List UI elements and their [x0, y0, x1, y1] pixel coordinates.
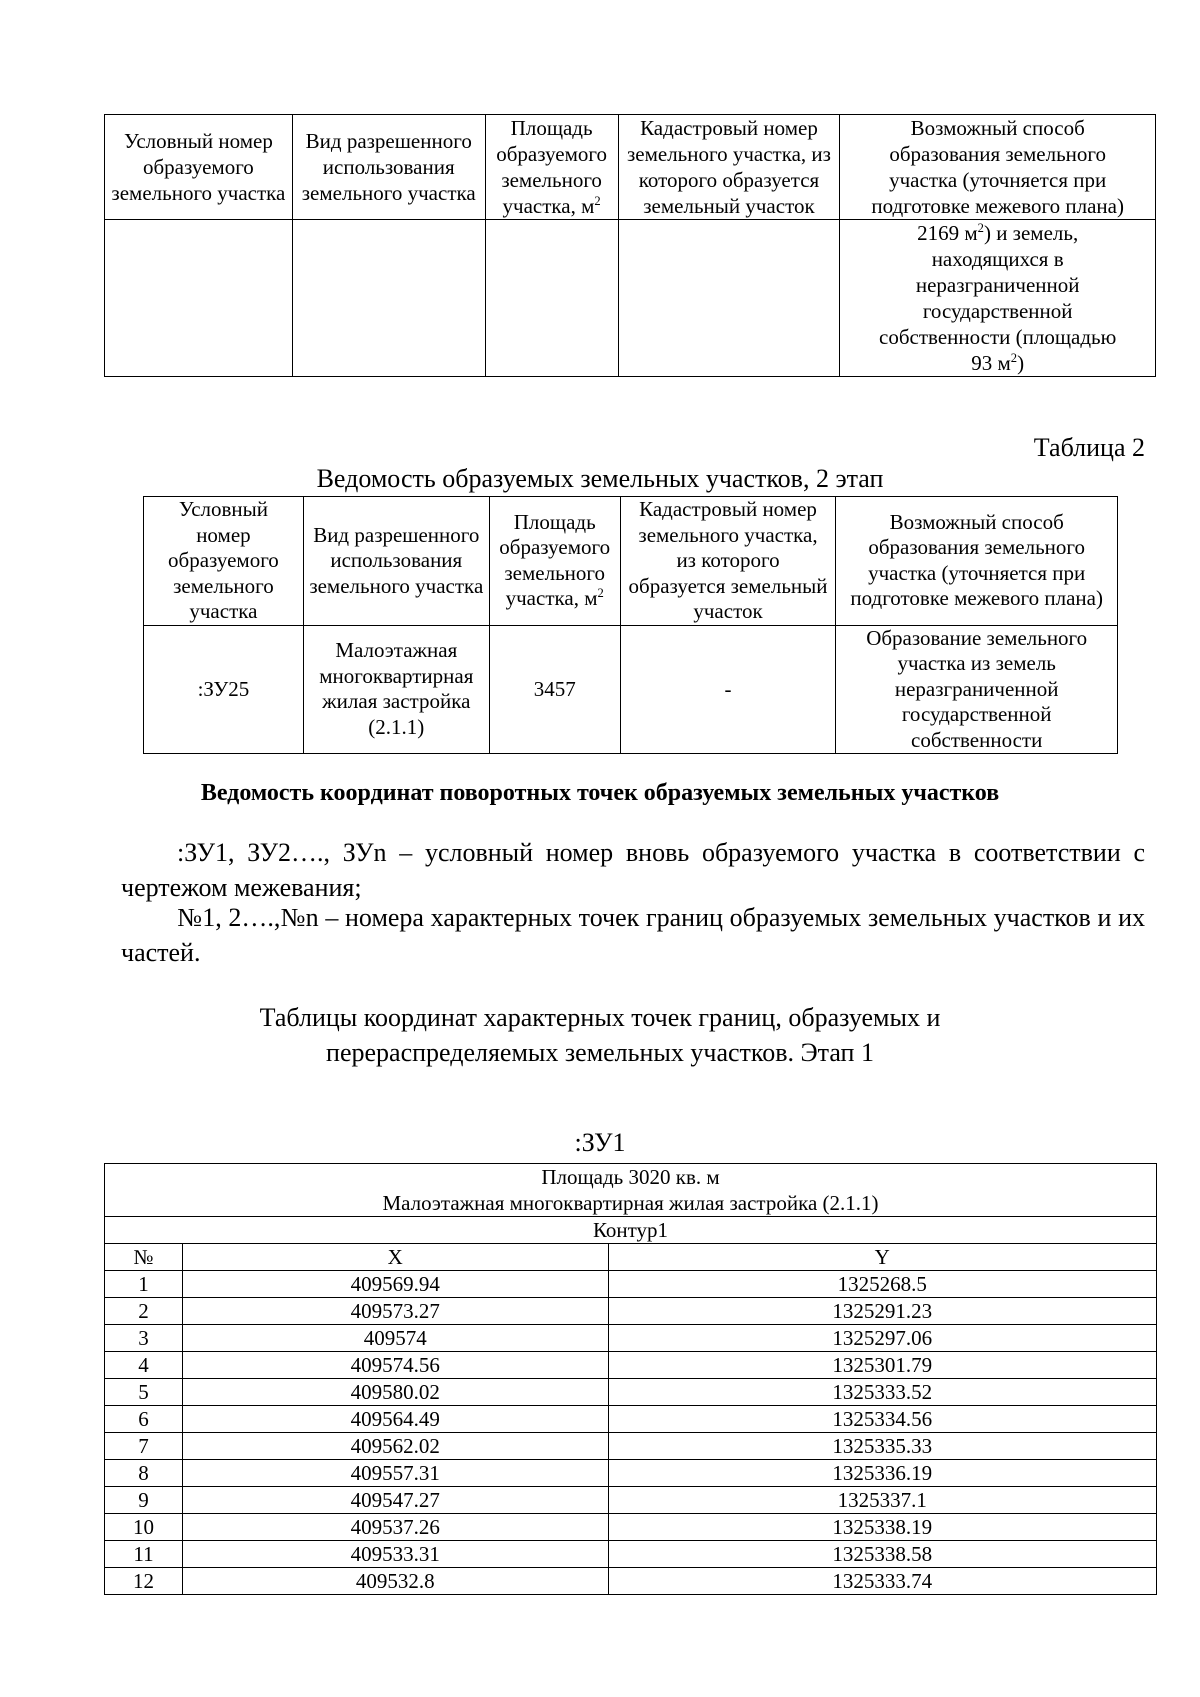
t2-header-cell: Условный номер образуемого земельного участка — [144, 497, 304, 626]
table-row — [105, 1433, 1157, 1460]
t2-header-cell: Кадастровый номер земельного участка, из которого образуется земельный участок — [620, 497, 836, 626]
t1-cell-method: 2169 $м^2$) и земель, находящихся в неразграниченной государственной собственности (площадью 93 $м^2$) — [840, 220, 1156, 377]
table-row — [105, 1325, 1157, 1352]
table-row — [105, 1514, 1157, 1541]
t2-cell-area: 3457 — [489, 625, 620, 754]
y-value: 1325291.23 — [608, 1298, 1156, 1325]
y-value: 1325297.06 — [608, 1325, 1156, 1352]
coords-header-row — [105, 1244, 1157, 1271]
t1-cell — [292, 220, 485, 377]
x-value: 409537.26 — [182, 1514, 608, 1541]
paragraph-1-text: :ЗУ1, ЗУ2…., ЗУn – условный номер вновь образуемого участка в соответствии с чертежом межевания; — [121, 838, 1145, 902]
table-row — [105, 1298, 1157, 1325]
coords-body — [105, 1271, 1157, 1595]
y-value: 1325333.74 — [608, 1568, 1156, 1595]
y-value: 1325301.79 — [608, 1352, 1156, 1379]
table-2-header-row — [144, 497, 1118, 626]
x-value: 409533.31 — [182, 1541, 608, 1568]
point-number: 8 — [105, 1460, 183, 1487]
point-number: 3 — [105, 1325, 183, 1352]
t1-header-cell: Вид разрешенного использования земельного участка — [292, 115, 485, 220]
x-value: 409557.31 — [182, 1460, 608, 1487]
x-value: 409564.49 — [182, 1406, 608, 1433]
coords-contour-row — [105, 1217, 1157, 1244]
t2-cell-use: Малоэтажная многоквартирная жилая застройка (2.1.1) — [303, 625, 489, 754]
y-value: 1325334.56 — [608, 1406, 1156, 1433]
x-value: 409547.27 — [182, 1487, 608, 1514]
table-row — [105, 1568, 1157, 1595]
caption-line-1: Таблицы координат характерных точек границ, образуемых и — [259, 1003, 941, 1032]
t2-cell-cadastral: - — [620, 625, 836, 754]
y-value: 1325337.1 — [608, 1487, 1156, 1514]
table-2-row — [144, 625, 1118, 754]
table-2 — [143, 496, 1118, 754]
table-row — [105, 1541, 1157, 1568]
coords-area-row — [105, 1164, 1157, 1217]
point-number: 10 — [105, 1514, 183, 1541]
point-number: 4 — [105, 1352, 183, 1379]
contour-cell: Контур1 — [105, 1217, 1157, 1244]
use-text: Малоэтажная многоквартирная жилая застройка (2.1.1) — [382, 1191, 879, 1215]
table-row — [105, 1406, 1157, 1433]
table-row — [105, 1352, 1157, 1379]
col-num-header: № — [105, 1244, 183, 1271]
paragraph-2-text: №1, 2….,№n – номера характерных точек границ образуемых земельных участков и их частей. — [121, 903, 1145, 967]
point-number: 12 — [105, 1568, 183, 1595]
y-value: 1325338.19 — [608, 1514, 1156, 1541]
table-1-row — [105, 220, 1156, 377]
col-x-header: X — [182, 1244, 608, 1271]
paragraph-1 — [121, 835, 1145, 905]
x-value: 409562.02 — [182, 1433, 608, 1460]
t2-cell-method: Образование земельного участка из земель неразграниченной государственной собственности — [836, 625, 1118, 754]
caption-line-2: перераспределяемых земельных участков. Этап 1 — [326, 1038, 874, 1067]
t2-cell-number: :ЗУ25 — [144, 625, 304, 754]
t1-header-cell: Возможный способ образования земельного участка (уточняется при подготовке межевого плана) — [840, 115, 1156, 220]
t1-cell — [105, 220, 293, 377]
x-value: 409532.8 — [182, 1568, 608, 1595]
t1-cell — [485, 220, 618, 377]
y-value: 1325336.19 — [608, 1460, 1156, 1487]
col-y-header: Y — [608, 1244, 1156, 1271]
t1-header-cell: Кадастровый номер земельного участка, из которого образуется земельный участок — [618, 115, 840, 220]
x-value: 409574 — [182, 1325, 608, 1352]
paragraph-2 — [121, 900, 1145, 970]
t2-header-cell: Возможный способ образования земельного участка (уточняется при подготовке межевого плана) — [836, 497, 1118, 626]
point-number: 5 — [105, 1379, 183, 1406]
point-number: 2 — [105, 1298, 183, 1325]
y-value: 1325335.33 — [608, 1433, 1156, 1460]
t1-header-cell: Площадь образуемого земельного участка, $м^2$ — [485, 115, 618, 220]
point-number: 6 — [105, 1406, 183, 1433]
table-row — [105, 1460, 1157, 1487]
table-1-header-row — [105, 115, 1156, 220]
y-value: 1325268.5 — [608, 1271, 1156, 1298]
table-2-label: Таблица 2 — [1033, 433, 1145, 462]
x-value: 409574.56 — [182, 1352, 608, 1379]
t1-cell — [618, 220, 840, 377]
table-row — [105, 1379, 1157, 1406]
area-text: Площадь 3020 кв. м — [541, 1165, 720, 1189]
point-number: 9 — [105, 1487, 183, 1514]
coords-table — [104, 1163, 1157, 1595]
t2-header-cell: Площадь образуемого земельного участка, $м^2$ — [489, 497, 620, 626]
point-number: 1 — [105, 1271, 183, 1298]
x-value: 409573.27 — [182, 1298, 608, 1325]
y-value: 1325338.58 — [608, 1541, 1156, 1568]
coords-area-cell — [105, 1164, 1157, 1217]
point-number: 11 — [105, 1541, 183, 1568]
zu1-label: :ЗУ1 — [574, 1128, 626, 1157]
t1-header-cell: Условный номер образуемого земельного участка — [105, 115, 293, 220]
table-1 — [104, 114, 1156, 377]
x-value: 409569.94 — [182, 1271, 608, 1298]
table-2-title: Ведомость образуемых земельных участков, 2 этап — [316, 464, 884, 493]
y-value: 1325333.52 — [608, 1379, 1156, 1406]
coords-heading: Ведомость координат поворотных точек образуемых земельных участков — [200, 780, 1000, 806]
point-number: 7 — [105, 1433, 183, 1460]
t2-header-cell: Вид разрешенного использования земельного участка — [303, 497, 489, 626]
x-value: 409580.02 — [182, 1379, 608, 1406]
table-row — [105, 1487, 1157, 1514]
table-row — [105, 1271, 1157, 1298]
